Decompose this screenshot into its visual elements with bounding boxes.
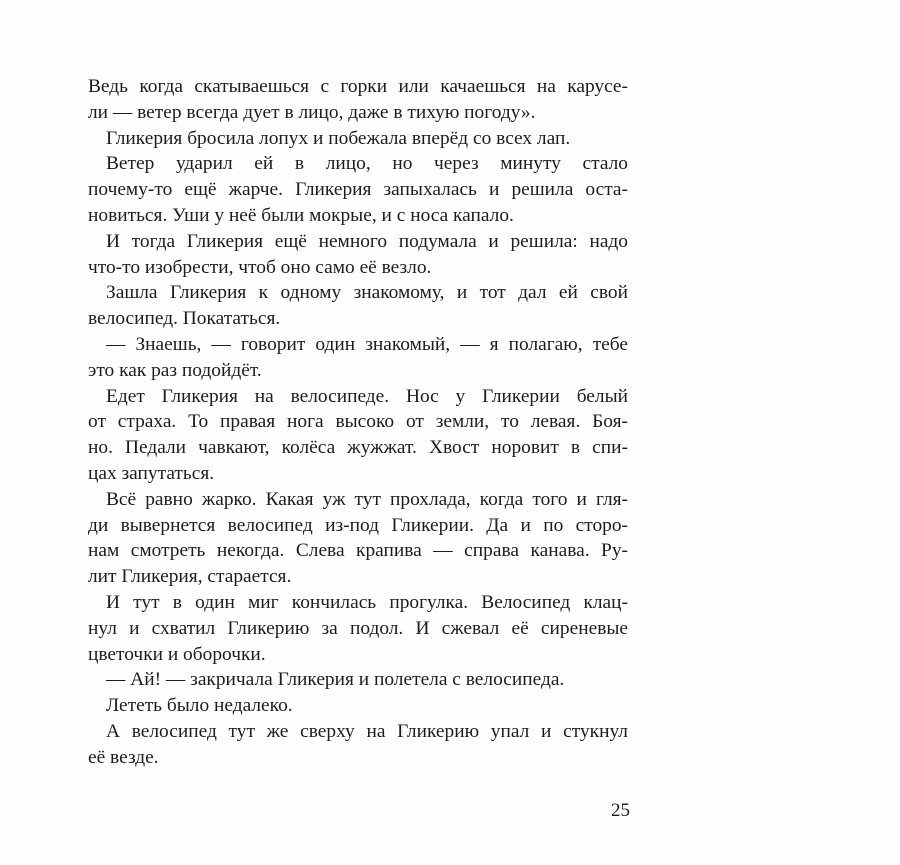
text-line: новиться. Уши у неё были мокрые, и с носа капало. — [88, 204, 514, 226]
text-line: нам смотреть некогда. Слева крапива — справа канава. Ру- — [88, 540, 628, 562]
text-line: что-то изобрести, чтоб оно само её везло. — [88, 256, 432, 278]
text-line: Всё равно жарко. Какая уж тут прохлада, когда того и гля- — [106, 488, 628, 510]
text-line: И тут в один миг кончилась прогулка. Велосипед клац- — [106, 591, 628, 613]
text-line: лит Гликерия, старается. — [88, 566, 292, 588]
text-line: — Знаешь, — говорит один знакомый, — я полагаю, тебе — [106, 333, 628, 355]
text-line: Лететь было недалеко. — [106, 695, 293, 717]
text-line: ли — ветер всегда дует в лицо, даже в тихую погоду». — [88, 101, 536, 123]
text-line: нул и схватил Гликерию за подол. И сжевал её сиреневые — [88, 617, 628, 639]
text-line: И тогда Гликерия ещё немного подумала и решила: надо — [106, 230, 628, 252]
text-line: почему-то ещё жарче. Гликерия запыхалась и решила оста- — [88, 179, 628, 201]
text-line: Гликерия бросила лопух и побежала вперёд со всех лап. — [106, 127, 571, 149]
page-number: 25 — [611, 800, 630, 821]
story-text — [88, 74, 628, 771]
text-line: но. Педали чавкают, колёса жужжат. Хвост норовит в спи- — [88, 437, 628, 459]
text-line: ди вывернется велосипед из-под Гликерии. Да и по сторо- — [88, 514, 628, 536]
text-line: это как раз подойдёт. — [88, 359, 262, 381]
text-line: Едет Гликерия на велосипеде. Нос у Гликерии белый — [106, 385, 628, 407]
text-line: Ветер ударил ей в лицо, но через минуту стало — [106, 153, 628, 175]
text-line: А велосипед тут же сверху на Гликерию упал и стукнул — [106, 720, 628, 742]
text-line: Зашла Гликерия к одному знакомому, и тот дал ей свой — [106, 282, 628, 304]
text-line: велосипед. Покататься. — [88, 308, 281, 330]
text-line: цах запутаться. — [88, 462, 215, 484]
text-line: цветочки и оборочки. — [88, 643, 266, 665]
text-line: её везде. — [88, 746, 159, 768]
text-line: от страха. То правая нога высоко от земли, то левая. Боя- — [88, 411, 628, 433]
text-line: Ведь когда скатываешься с горки или качаешься на карусе- — [88, 76, 628, 97]
text-line: — Ай! — закричала Гликерия и полетела с велосипеда. — [106, 669, 565, 691]
